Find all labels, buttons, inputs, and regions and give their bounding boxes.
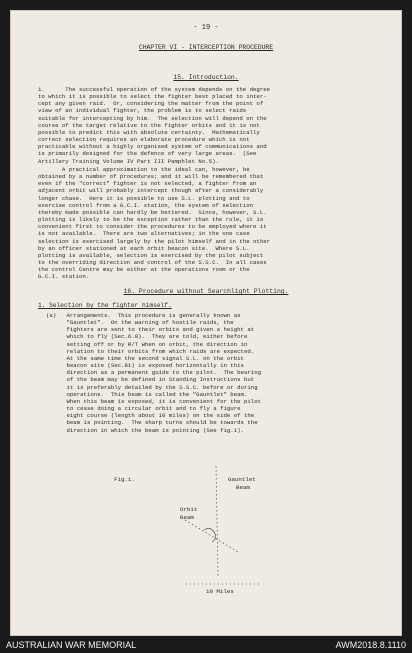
text-line: direction in which the beam is pointing (See fig.1).	[46, 426, 244, 434]
text-line: adjacent orbit will probably intercept though after a considerably	[38, 187, 264, 195]
text-line: view of an individual fighter, the problem is to select raids	[38, 107, 247, 115]
text-line: is primarily designed for the defence of very large areas. (See	[38, 150, 257, 158]
text-line: is not available. There are two alternatives; in the one case	[38, 230, 250, 238]
text-line: "Gauntlet". On the warning of hostile raids, the	[46, 319, 234, 327]
text-line: At the same time the second signal S.L. on the orbit	[46, 354, 244, 362]
text-line: 1. The successful operation of the system depends on the degree	[38, 86, 271, 93]
section-16-title: 16. Procedure without Searchlight Plotting.	[123, 288, 289, 295]
text-line: practicable without a highly organised system of communications and	[38, 143, 267, 151]
gauntlet-beam-line	[216, 466, 218, 576]
text-line: even if the "correct" fighter is not selected, a fighter from an	[38, 180, 257, 188]
footer-accession-number: AWM2018.8.1110	[335, 640, 406, 650]
text-line: (a) Arrangements. This procedure is generally known as	[46, 312, 241, 319]
text-line: Artillery Training Volume IV Part III Pamphlet No.5).	[38, 157, 219, 165]
orbit-label: Orbit	[180, 506, 198, 513]
text-line: thereby made possible can hardly be bettered. Since, however, S.L.	[38, 208, 267, 216]
text-line: by an officer stationed at each orbit beacon site. Where S.L.	[38, 244, 250, 252]
text-line: direction as a permanent guide to the pilot. The bearing	[46, 369, 262, 377]
footer-bar	[0, 636, 412, 653]
text-line: exercise control from a G.C.I. station, the system of selection	[38, 201, 254, 209]
text-line: longer chase. Here it is possible to use S.L. plotting and to	[38, 194, 250, 202]
text-line: convenient first to consider the procedures to be employed where it	[38, 223, 267, 231]
text-line: G.C.I. station.	[38, 273, 90, 281]
text-line: possible to predict this with absolute certainty. Mathematically	[38, 128, 260, 136]
text-line: obtained by a number of procedures; and it will be remembered that	[38, 173, 264, 181]
figure-1-diagram	[10, 10, 402, 636]
text-line: the control Centre may be either at the operations room or the	[38, 266, 250, 274]
text-line: course of the target relative to the fighter orbits and it is not	[38, 121, 260, 129]
document-page	[10, 10, 402, 636]
page-number: - 19 -	[193, 24, 219, 32]
section-16-heading: 1. Selection by the fighter himself.	[38, 302, 172, 309]
text-line: it is preferably detailed by the S.S.C. before or during	[46, 383, 258, 391]
text-line: operations. This beam is called the "Gauntlet" beam.	[46, 390, 248, 398]
figure-label: Fig.1.	[114, 476, 135, 483]
text-line: which to fly (Sec.6.8). They are told, either before	[46, 333, 248, 341]
text-line: When this beam is exposed, it is convenient for the pilot	[46, 397, 262, 405]
text-line: plotting is likely to be the exception rather than the rule, it is	[38, 216, 264, 224]
gauntlet-label: Gauntlet	[228, 476, 256, 483]
text-line: selection is exercised largely by the pilot himself and in the other	[38, 237, 271, 245]
text-line: of the beam may be defined in Standing Instructions but	[46, 376, 255, 384]
text-line: plotting is available, selection is exercised by the pilot subject	[38, 251, 264, 259]
text-line: fighters are sent to their orbits and given a height at	[46, 326, 255, 334]
orbit-beam-line	[185, 520, 238, 552]
text-line: correct selection requires an elaborate procedure which is not	[38, 136, 250, 144]
text-line: eight course (length about 10 miles) on the side of the	[46, 412, 255, 420]
footer-credit: AUSTRALIAN WAR MEMORIAL	[6, 640, 137, 650]
section-15-title: 15. Introduction.	[173, 74, 239, 81]
text-line: relation to their orbits from which raids are expected.	[46, 347, 255, 355]
text-line: cept any given raid. Or, considering the matter from the point of	[38, 100, 264, 108]
text-line: to the overriding direction and control of the S.S.C. In all cases	[38, 259, 267, 267]
gauntlet-beam-label: Beam	[236, 484, 250, 491]
orbit-beam-label: Beam	[180, 514, 194, 521]
text-line: beacon site (Sec.81) is exposed horizontally in this	[46, 362, 244, 370]
chapter-title: CHAPTER VI - INTERCEPTION PROCEDURE	[138, 44, 274, 51]
distance-label: 10 Miles	[206, 588, 234, 595]
text-line: suitable for intercepting by him. The selection will depend on the	[38, 114, 267, 122]
text-line: to cease doing a circular orbit and to fly a figure	[46, 405, 241, 413]
text-line: beam is pointing. The sharp turns should be towards the	[46, 419, 258, 427]
text-line: to which it is possible to select the fighter best placed to inter-	[38, 93, 267, 101]
text-line: setting off or by R/T when on orbit, the direction in	[46, 340, 248, 348]
text-line: A practical approximation to the ideal can, however, be	[38, 166, 250, 173]
